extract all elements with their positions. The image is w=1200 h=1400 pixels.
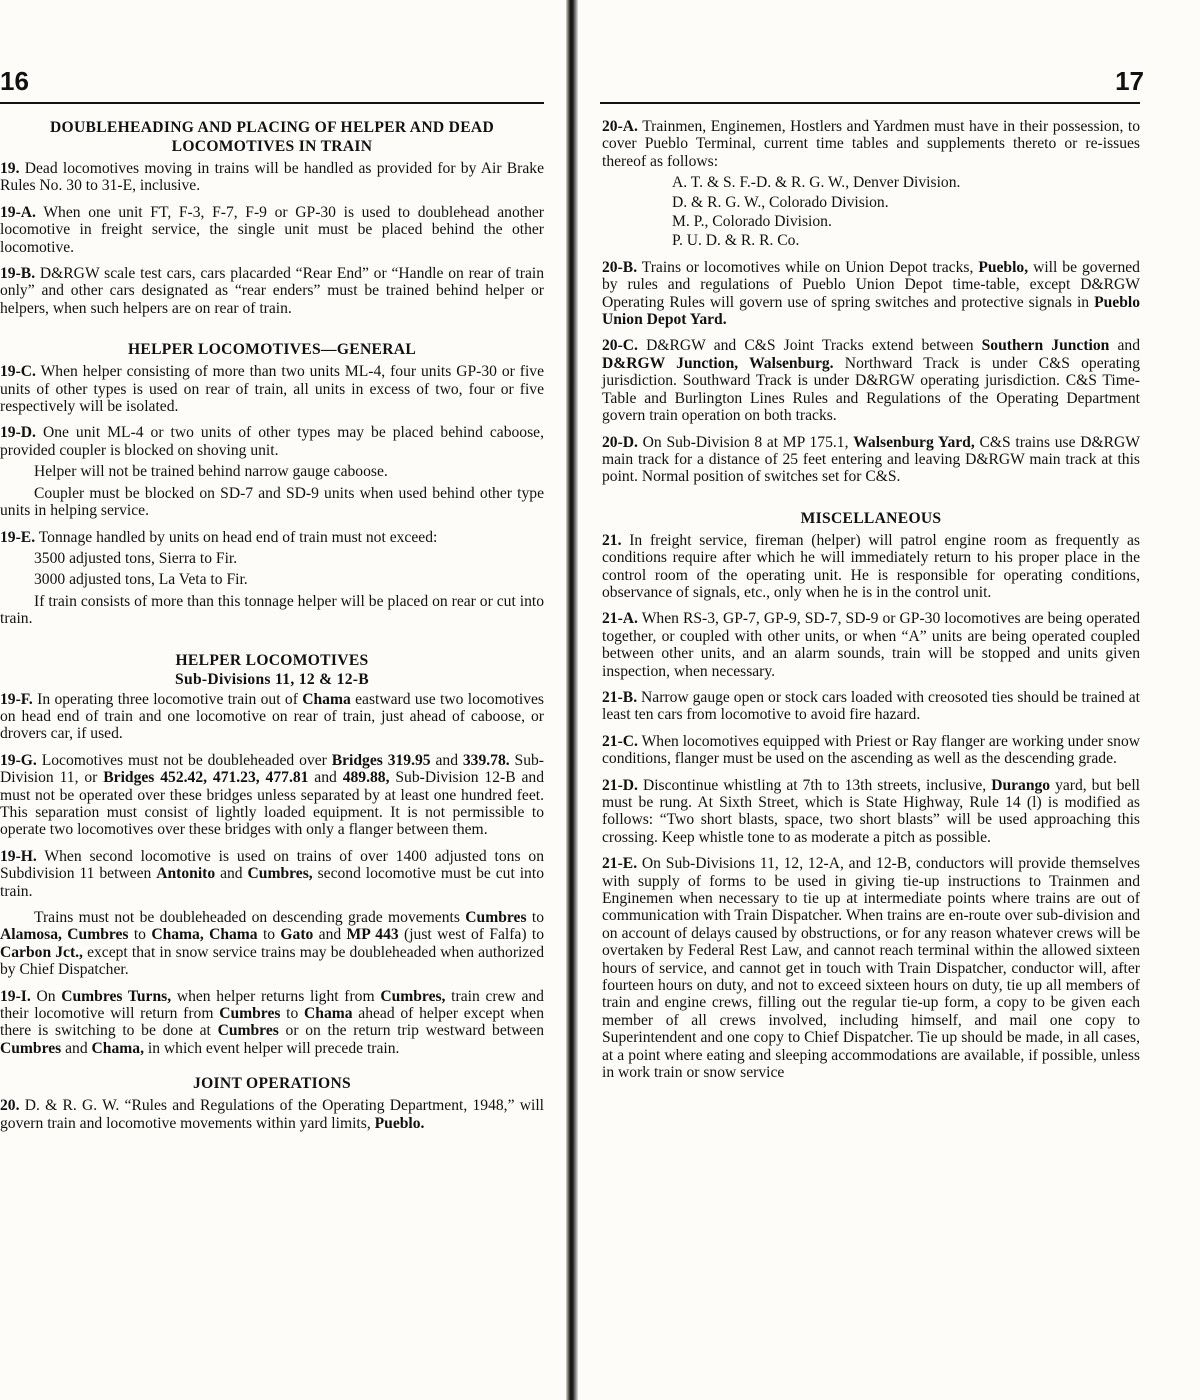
header-rule-right — [600, 102, 1140, 104]
rule-20-d: 20-D. On Sub-Division 8 at MP 175.1, Walsenburg Yard, C&S trains use D&RGW main track for a distance of 25 feet entering and leaving D&RGW main track at this point. Normal position of switches set for C&S. — [602, 433, 1140, 486]
section-heading-helper-subdivisions: HELPER LOCOMOTIVES Sub-Divisions 11, 12 & 12-B — [175, 651, 369, 688]
rule-19-h: 19-H. When second locomotive is used on trains of over 1400 adjusted tons on Subdivision 11 between Antonito and Cumbres, second locomotive must be cut into train. — [0, 847, 544, 900]
left-column — [0, 118, 544, 1141]
header-rule-left — [0, 102, 544, 104]
section-heading-joint-operations: JOINT OPERATIONS — [192, 1075, 352, 1093]
rule-19-i: 19-I. On Cumbres Turns, when helper returns light from Cumbres, train crew and their locomotive will return from Cumbres to Chama ahead of helper except when there is switching to be done at Cumbres or on the return trip westward between Cumbres and Chama, in which event helper will precede train. — [0, 987, 544, 1057]
rule-21-a: 21-A. When RS-3, GP-7, GP-9, SD-7, SD-9 or GP-30 locomotives are being operated together, or coupled with other units, or when “A” units are being operated coupled between other units, and an alarm sounds, train will be stopped and units given inspection, when necessary. — [602, 610, 1140, 680]
rule-20-c: 20-C. D&RGW and C&S Joint Tracks extend between Southern Junction and D&RGW Junction, Walsenburg. Northward Track is under C&S operating jurisdiction. Southward Track is under D&RGW operating jurisdiction. C&S Time-Table and Burlington Lines Rules and Regulations of the Operating Department govern train operation on both tracks. — [602, 337, 1141, 425]
right-column — [602, 118, 1140, 1091]
page-number-left: 16 — [0, 66, 29, 96]
rule-20-b: 20-B. Trains or locomotives while on Union Depot tracks, Pueblo, will be governed by rules and regulations of Pueblo Union Depot time-table, except D&RGW Operating Rules will govern use of spring switches and protective signals in Pueblo Union Depot Yard. — [602, 258, 1140, 329]
rule-19: 19. Dead locomotives moving in trains will be handled as provided for by Air Brake Rules No. 30 to 31-E, inclusive. — [0, 160, 544, 195]
list-item: P. U. D. & R. R. Co. — [672, 232, 800, 250]
section-heading-doubleheading: DOUBLEHEADING AND PLACING OF HELPER AND DEAD LOCOMOTIVES IN TRAIN — [49, 119, 495, 155]
rule-20: 20. D. & R. G. W. “Rules and Regulations of the Operating Department, 1948,” will govern train and locomotive movements within yard limits, Pueblo. — [0, 1097, 544, 1132]
list-item: D. & R. G. W., Colorado Division. — [672, 193, 889, 211]
rule-19-c: 19-C. When helper consisting of more than two units ML-4, four units GP-30 or five units of other types is used on rear of train, all units in excess of two, four or five respectively will be isolated. — [0, 363, 544, 416]
rule-19-b: 19-B. D&RGW scale test cars, cars placarded “Rear End” or “Handle on rear of train only” and other cars designated as “rear enders” must be trained behind helper or helpers, when such helpers are on rear of train. — [0, 265, 544, 317]
rule-21-b: 21-B. Narrow gauge open or stock cars loaded with creosoted ties should be trained at least ten cars from locomotive to avoid fire hazard. — [602, 688, 1140, 724]
rule-19-d: 19-D. One unit ML-4 or two units of other types may be placed behind caboose, provided coupler is blocked on shoving unit. — [0, 424, 544, 459]
rule-21: 21. In freight service, fireman (helper) will patrol engine room as frequently as conditions require after which he will immediately return to his proper place in the control room of the operating unit. He is responsible for operating conditions, observance of signals, etc., only when he is in the control unit. — [602, 531, 1140, 601]
list-item: A. T. & S. F.-D. & R. G. W., Denver Division. — [672, 174, 961, 192]
rule-19-a: 19-A. When one unit FT, F-3, F-7, F-9 or GP-30 is used to doublehead another locomotive in freight service, the single unit must be placed behind the other locomotive. — [0, 203, 544, 256]
list-item: M. P., Colorado Division. — [672, 213, 832, 231]
rule-19-f: 19-F. In operating three locomotive train out of Chama eastward use two locomotives on head end of train and one locomotive on rear of train, just ahead of caboose, or drovers car, if used. — [0, 690, 544, 743]
tonnage-line-1: 3500 adjusted tons, Sierra to Fir. — [34, 549, 238, 567]
rule-19-e-para-2: If train consists of more than this tonnage helper will be placed on rear or cut into train. — [0, 592, 544, 628]
rule-19-g: 19-G. Locomotives must not be doubleheaded over Bridges 319.95 and 339.78. Sub-Division 11, or Bridges 452.42, 471.23, 477.81 and 489.88, Sub-Division 12-B and must not be operated over these bridges unless separated by at least one hundred feet. This separation must consist of lightly loaded equipment. It is not permissible to operate two locomotives over these bridges with only a flanger between them. — [0, 751, 544, 839]
rule-21-e: 21-E. On Sub-Divisions 11, 12, 12-A, and 12-B, conductors will provide themselves with supply of forms to be used in giving tie-up instructions to Trainmen and Enginemen when necessary to tie up at intermediate points where trains are out of communication with Train Dispatcher. When trains are en-route over sub-division and on account of delays caused by obstructions, or for any reason whatever crews will be overtaken by Federal Rest Law, and cannot reach terminal within the allowed sixteen hours of service, and cannot get in touch with Train Dispatcher, conductor will, after fourteen hours on duty, and not to exceed sixteen hours on duty, tie up all members of train and engine crews, filling out the regular tie-up form, a copy to be given each member of all crews involved, including himself, and mail one copy to Superintendent and one copy to Chief Dispatcher. Tie up should be made, in all cases, at a point where eating and sleeping accommodations are available, if possible, unless in work train or snow service — [602, 855, 1140, 1082]
rule-20-a: 20-A. Trainmen, Enginemen, Hostlers and Yardmen must have in their possession, to cover Pueblo Terminal, current time tables and supplements thereto or re-issues thereof as follows: — [602, 118, 1140, 170]
rule-19-e: 19-E. Tonnage handled by units on head end of train must not exceed: — [0, 528, 438, 546]
rule-21-c: 21-C. When locomotives equipped with Priest or Ray flanger are working under snow conditions, flanger must be used on the ascending as well as the descending grade. — [602, 732, 1141, 768]
rule-19-h-para-2: Trains must not be doubleheaded on descending grade movements Cumbres to Alamosa, Cumbres to Chama, Chama to Gato and MP 443 (just west of Falfa) to Carbon Jct., except that in snow service trains may be doubleheaded when authorized by Chief Dispatcher. — [0, 909, 545, 979]
rule-19-d-para-3: Coupler must be blocked on SD-7 and SD-9 units when used behind other type units in helping service. — [0, 484, 544, 520]
section-heading-helper-general: HELPER LOCOMOTIVES—GENERAL — [127, 341, 417, 359]
rule-21-d: 21-D. Discontinue whistling at 7th to 13th streets, inclusive, Durango yard, but bell must be rung. At Sixth Street, which is State Highway, Rule 14 (l) is modified as follows: “Two short blasts, space, two short blasts” will be used approaching this crossing. Keep whistle tone to as moderate a pitch as possible. — [602, 776, 1140, 846]
book-gutter — [566, 0, 578, 1400]
time-table-list — [672, 174, 1140, 250]
page-number-right: 17 — [1115, 66, 1144, 96]
rule-19-d-para-2: Helper will not be trained behind narrow gauge caboose. — [34, 463, 388, 481]
section-heading-miscellaneous: MISCELLANEOUS — [800, 509, 942, 527]
tonnage-line-2: 3000 adjusted tons, La Veta to Fir. — [34, 571, 248, 589]
